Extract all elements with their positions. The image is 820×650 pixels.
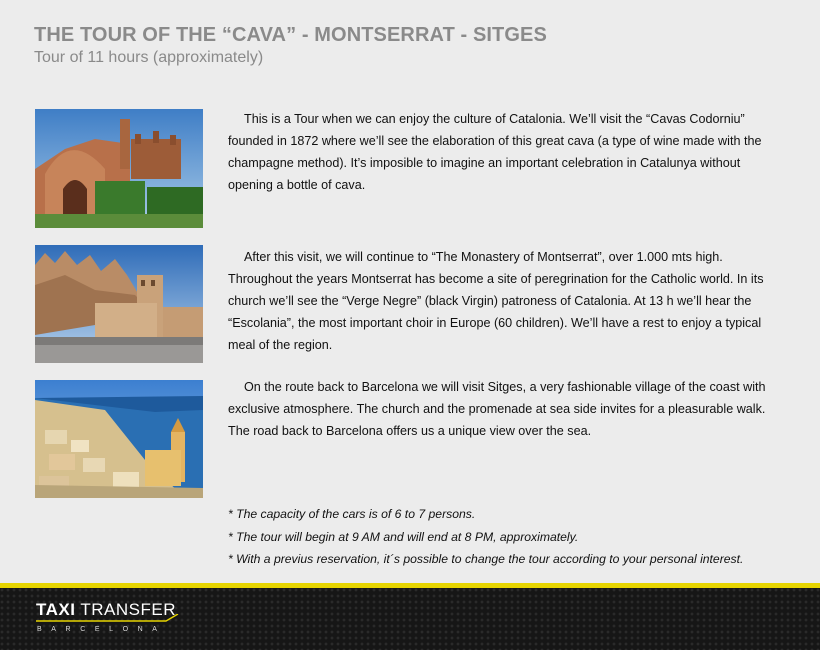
montserrat-photo (35, 245, 203, 363)
page-title: THE TOUR OF THE “CAVA” - MONTSERRAT - SITGES (34, 24, 547, 46)
sitges-paragraph: On the route back to Barcelona we will visit Sitges, a very fashionable village of the coast with exclusive atmosphere. The church and the promenade at sea side invites for a pleasurable walk. The road back to Barcelona offers us a unique view over the sea. (228, 380, 766, 438)
note-schedule: * The tour will begin at 9 AM and will end at 8 PM, approximately. (228, 529, 579, 544)
sitges-photo (35, 380, 203, 498)
codorniu-paragraph: This is a Tour when we can enjoy the culture of Catalonia. We’ll visit the “Cavas Codorniu” founded in 1872 where we’ll see the elaboration of this great cava (a type of wine made with the champagne method). It’s imposible to imagine an important celebration in Catalunya without opening a bottle of cava. (228, 112, 762, 192)
taxi-transfer-logo[interactable] (36, 600, 176, 633)
tour-notes (228, 503, 743, 571)
logo-wordmark: TAXI TRANSFER (36, 600, 177, 619)
note-capacity: * The capacity of the cars is of 6 to 7 persons. (228, 507, 476, 521)
logo-swoosh-icon (36, 614, 186, 628)
logo-city: BARCELONA (37, 626, 167, 633)
codorniu-photo (35, 109, 203, 228)
note-reservation: * With a previus reservation, it´s possible to change the tour according to your personal interest. (228, 552, 744, 566)
montserrat-paragraph: After this visit, we will continue to “The Monastery of Montserrat”, over 1.000 mts high. Throughout the years Montserrat has become a site of peregrination for the Catholic world. In its church we’ll see the “Verge Negre” (black Virgin) patroness of Catalonia. At 13 h we’ll hear the “Escolania”, the most important choir in Europe (60 children). We’ll have a rest to enjoy a typical meal of the region. (228, 250, 764, 352)
page-subtitle: Tour of 11 hours (approximately) (34, 49, 264, 66)
